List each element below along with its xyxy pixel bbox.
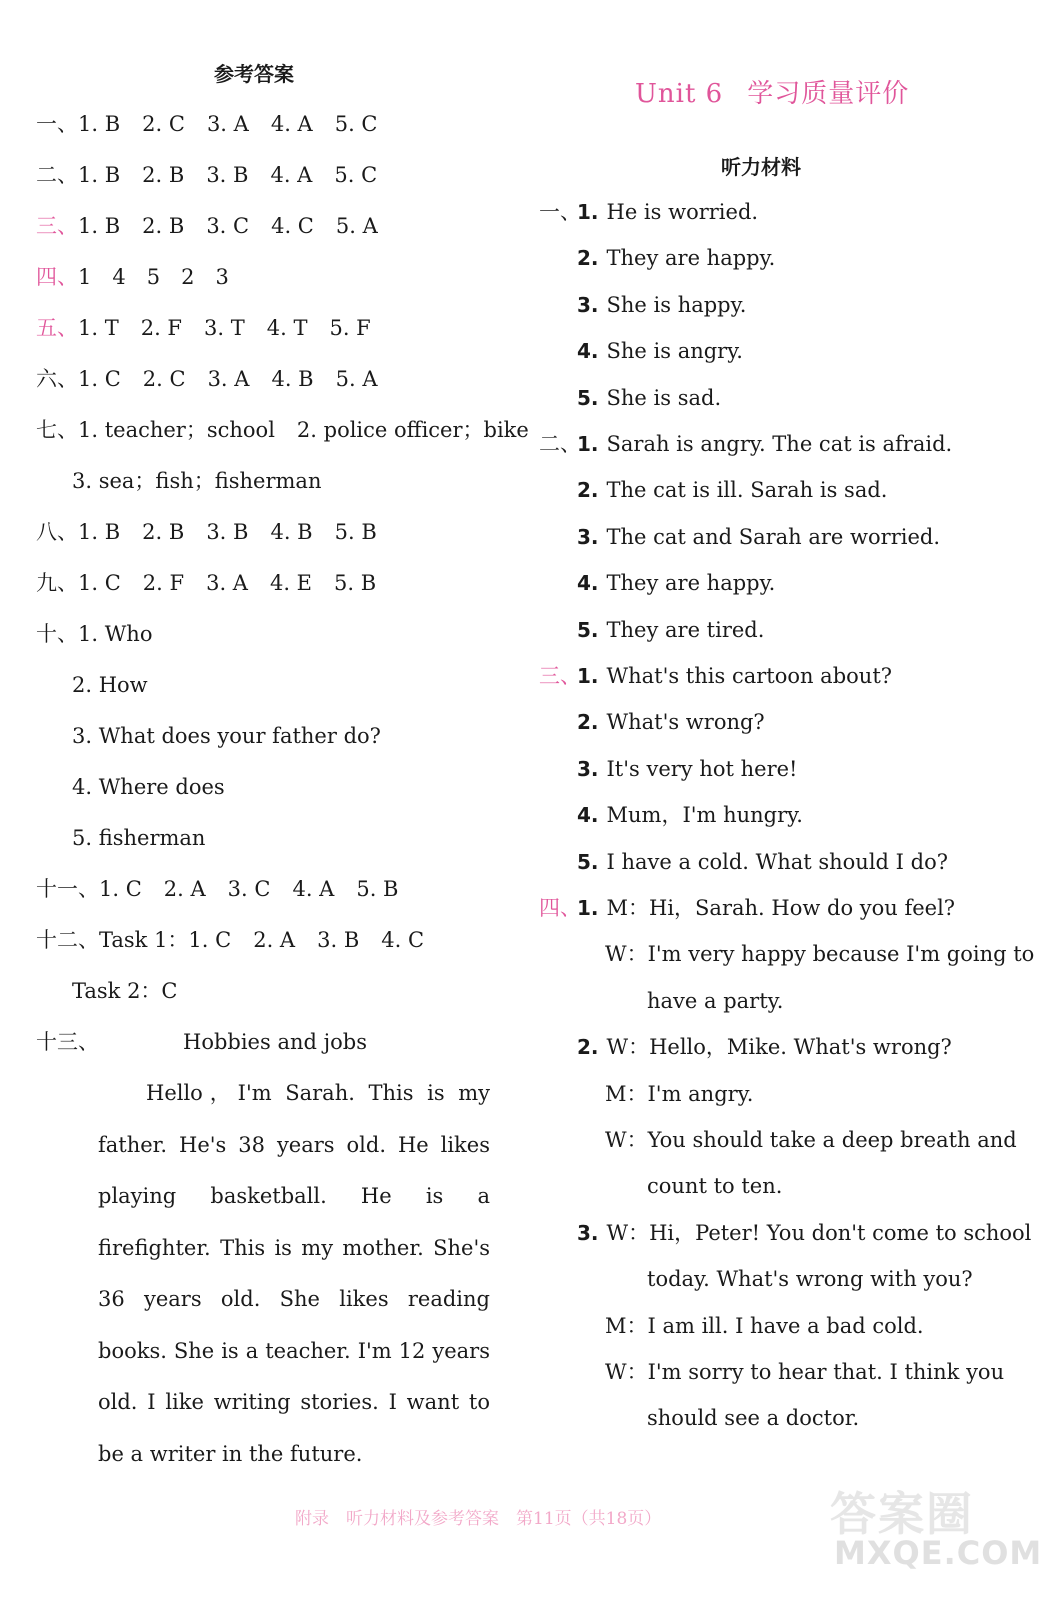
answer-item: 3. C xyxy=(206,214,250,238)
answer-item: 1. C xyxy=(78,571,121,595)
script-text: I have a cold. What should I do? xyxy=(606,849,948,874)
item-label: 2. xyxy=(577,1035,599,1060)
answer-item: 3. A xyxy=(206,112,249,136)
question-number: 五、 xyxy=(36,316,78,340)
answer-item: 2. B xyxy=(142,163,185,187)
script-line xyxy=(577,476,887,504)
script-text: They are tired. xyxy=(606,617,765,642)
answer-item: 1. T xyxy=(78,316,119,340)
script-text: The cat and Sarah are worried. xyxy=(606,524,940,549)
answer-item: 5. A xyxy=(335,214,378,238)
answer-item: 2. C xyxy=(142,112,185,136)
script-line xyxy=(539,430,953,458)
script-line xyxy=(605,1126,1017,1154)
essay-text: Hello，I'm Sarah. This is my father. He's 38 years old. He likes playing basketball. He is a firefighter. This is my mother. She's 36 years old. She likes reading books. She is a teacher. I'm 12 years old. I like writing stories. I want to be a writer in the future. xyxy=(98,1081,490,1466)
page-footer: 附录 听力材料及参考答案 第11页（共18页） xyxy=(295,1509,662,1529)
script-line xyxy=(539,662,893,690)
answer-item: 5. B xyxy=(334,520,377,544)
script-line xyxy=(605,1080,753,1108)
item-label: 2. xyxy=(577,246,599,271)
question-number: 二、 xyxy=(539,432,581,456)
question-number: 十二、 xyxy=(36,928,99,952)
item-label: 1. xyxy=(577,432,599,456)
answer-row xyxy=(36,926,424,954)
script-text: She is sad. xyxy=(606,385,722,410)
essay-paragraph xyxy=(98,1068,490,1480)
answer-row xyxy=(36,671,148,699)
answer-item: 2. B xyxy=(142,214,185,238)
answer-item: 4. A xyxy=(292,877,335,901)
script-text: W：Hi，Peter! You don't come to school xyxy=(606,1220,1032,1245)
item-label: 1. xyxy=(577,200,599,224)
answer-item: 5. B xyxy=(356,877,399,901)
answer-item: 1. B xyxy=(78,520,121,544)
script-text: M：I am ill. I have a bad cold. xyxy=(605,1313,924,1338)
script-line xyxy=(647,1172,782,1200)
script-line xyxy=(577,291,746,319)
question-number: 七、 xyxy=(36,418,78,442)
item-label: 2. xyxy=(577,478,599,503)
answer-item: 3. B xyxy=(317,928,360,952)
section-title: 听力材料 xyxy=(721,155,801,179)
script-line xyxy=(577,384,721,412)
answer-item: 1. B xyxy=(78,112,121,136)
script-text: Mum，I'm hungry. xyxy=(606,803,803,828)
answer-item: 5. A xyxy=(335,367,378,391)
script-text: She is angry. xyxy=(606,339,743,364)
script-line xyxy=(605,1312,924,1340)
item-label: 1. xyxy=(577,896,599,920)
script-line xyxy=(577,801,803,829)
answer-item: 3. T xyxy=(204,316,245,340)
answer-item: 4. A xyxy=(270,112,313,136)
answer-row xyxy=(36,110,378,138)
answer-item: 5. fisherman xyxy=(72,826,206,850)
answer-item: Task 2：C xyxy=(72,979,178,1003)
answer-item: 2. How xyxy=(72,673,148,697)
question-number: 三、 xyxy=(539,664,581,688)
question-number: 二、 xyxy=(36,163,78,187)
answer-item: 2. A xyxy=(253,928,296,952)
script-line xyxy=(577,616,764,644)
question-number: 九、 xyxy=(36,571,78,595)
item-label: 3. xyxy=(577,756,599,781)
question-number: 十一、 xyxy=(36,877,99,901)
script-text: M：Hi，Sarah. How do you feel? xyxy=(606,896,956,920)
answer-row xyxy=(36,314,371,342)
script-text: count to ten. xyxy=(647,1174,783,1199)
script-text: have a party. xyxy=(647,988,784,1013)
answer-item: 5. B xyxy=(334,571,377,595)
script-line xyxy=(605,940,1034,968)
answer-item: 3. B xyxy=(206,163,249,187)
answer-row xyxy=(36,416,529,444)
answer-item: 1. C xyxy=(99,877,142,901)
answer-row xyxy=(36,569,376,597)
answer-key-title: 参考答案 xyxy=(214,62,294,86)
answer-item: 2. F xyxy=(142,571,185,595)
answer-row xyxy=(36,365,378,393)
answer-item: 3. A xyxy=(207,367,250,391)
item-label: 5. xyxy=(577,849,599,874)
question-number: 一、 xyxy=(539,200,581,224)
question-number: 十三、 xyxy=(36,1030,99,1054)
answer-item: 4. B xyxy=(271,367,314,391)
script-text: M：I'm angry. xyxy=(605,1081,754,1106)
answer-row xyxy=(36,212,378,240)
answer-row xyxy=(36,1028,367,1056)
script-text: What's this cartoon about? xyxy=(606,664,893,688)
question-number: 四、 xyxy=(539,896,581,920)
answer-row xyxy=(36,824,205,852)
item-label: 4. xyxy=(577,571,599,596)
answer-item: 4. B xyxy=(270,520,313,544)
answer-row xyxy=(36,722,381,750)
script-line xyxy=(647,987,783,1015)
question-number: 一、 xyxy=(36,112,78,136)
script-line xyxy=(577,523,940,551)
answer-item: 2. A xyxy=(163,877,206,901)
script-text: W：I'm very happy because I'm going to xyxy=(605,942,1035,967)
script-text: W：Hello，Mike. What's wrong? xyxy=(606,1035,952,1060)
script-line xyxy=(577,708,765,736)
answer-item: 5. C xyxy=(334,112,378,136)
answer-row xyxy=(36,977,178,1005)
answer-item: 4. T xyxy=(266,316,308,340)
question-number: 八、 xyxy=(36,520,78,544)
answer-row xyxy=(36,875,399,903)
question-number: 三、 xyxy=(36,214,78,238)
item-label: 5. xyxy=(577,385,599,410)
script-line xyxy=(605,1358,1004,1386)
answer-item: 4. A xyxy=(270,163,313,187)
answer-item: 4. Where does xyxy=(72,775,225,799)
script-text: They are happy. xyxy=(606,571,776,596)
script-text: Sarah is angry. The cat is afraid. xyxy=(606,432,953,456)
answer-row xyxy=(36,161,377,189)
script-text: It's very hot here! xyxy=(606,756,798,781)
script-text: The cat is ill. Sarah is sad. xyxy=(606,478,888,503)
script-text: He is worried. xyxy=(606,200,759,224)
answer-item: 2. C xyxy=(142,367,186,391)
script-text: She is happy. xyxy=(606,292,747,317)
answer-row xyxy=(36,263,229,291)
answer-item: 3. B xyxy=(206,520,249,544)
essay-title: Hobbies and jobs xyxy=(183,1030,367,1054)
script-line xyxy=(577,1219,1031,1247)
answer-item: 4. C xyxy=(381,928,425,952)
script-line xyxy=(577,755,797,783)
script-line xyxy=(577,848,948,876)
watermark-top: 答案圈 xyxy=(830,1487,974,1541)
script-line xyxy=(539,198,759,226)
script-line xyxy=(647,1265,973,1293)
answer-item: 5. F xyxy=(329,316,371,340)
script-text: What's wrong? xyxy=(606,710,765,735)
answer-item: 3. sea；fish；fisherman xyxy=(72,469,322,493)
script-text: W：I'm sorry to hear that. I think you xyxy=(605,1360,1005,1384)
script-text: W：You should take a deep breath and xyxy=(605,1128,1017,1152)
item-label: 3. xyxy=(577,524,599,549)
answer-item: 1. teacher；school xyxy=(78,418,275,442)
script-line xyxy=(647,1404,859,1432)
question-number: 四、 xyxy=(36,265,78,289)
watermark-bottom: MXQE.COM xyxy=(834,1534,1043,1572)
answer-item: 2. police officer；bike xyxy=(296,418,529,442)
answer-item: 1. Who xyxy=(78,622,153,646)
script-line xyxy=(539,894,956,922)
answer-row xyxy=(36,620,152,648)
answer-item: 1. B xyxy=(78,163,121,187)
answer-item: 2. F xyxy=(140,316,183,340)
answer-item: 1. C xyxy=(78,367,121,391)
item-label: 3. xyxy=(577,1220,599,1245)
script-text: today. What's wrong with you? xyxy=(647,1267,973,1292)
script-text: should see a doctor. xyxy=(647,1406,860,1431)
question-number: 十、 xyxy=(36,622,78,646)
answer-item: 2. B xyxy=(142,520,185,544)
item-label: 4. xyxy=(577,803,599,828)
item-label: 5. xyxy=(577,617,599,642)
answer-row xyxy=(36,518,377,546)
answer-item: 3. C xyxy=(227,877,271,901)
item-label: 2. xyxy=(577,710,599,735)
script-line xyxy=(577,337,743,365)
unit-label: Unit 6 xyxy=(635,79,724,109)
script-text: They are happy. xyxy=(606,246,776,271)
unit-title: 学习质量评价 xyxy=(747,79,910,109)
script-line xyxy=(577,569,775,597)
answer-item: 3. A xyxy=(206,571,248,595)
answer-item: 4. C xyxy=(271,214,314,238)
answer-item: 1. B xyxy=(78,214,121,238)
answer-row xyxy=(36,773,225,801)
answer-item: 3. What does your father do? xyxy=(72,724,381,748)
script-line xyxy=(577,244,775,272)
item-label: 1. xyxy=(577,664,599,688)
question-number: 六、 xyxy=(36,367,78,391)
answer-item: 4. E xyxy=(269,571,313,595)
unit-heading xyxy=(635,80,909,108)
answer-row xyxy=(36,467,321,495)
answer-item: Task 1：1. C xyxy=(99,928,232,952)
watermark-logo xyxy=(830,1478,1043,1588)
answer-sequence: 1 4 5 2 3 xyxy=(78,265,229,289)
answer-item: 5. C xyxy=(334,163,378,187)
item-label: 3. xyxy=(577,292,599,317)
script-line xyxy=(577,1033,952,1061)
item-label: 4. xyxy=(577,339,599,364)
